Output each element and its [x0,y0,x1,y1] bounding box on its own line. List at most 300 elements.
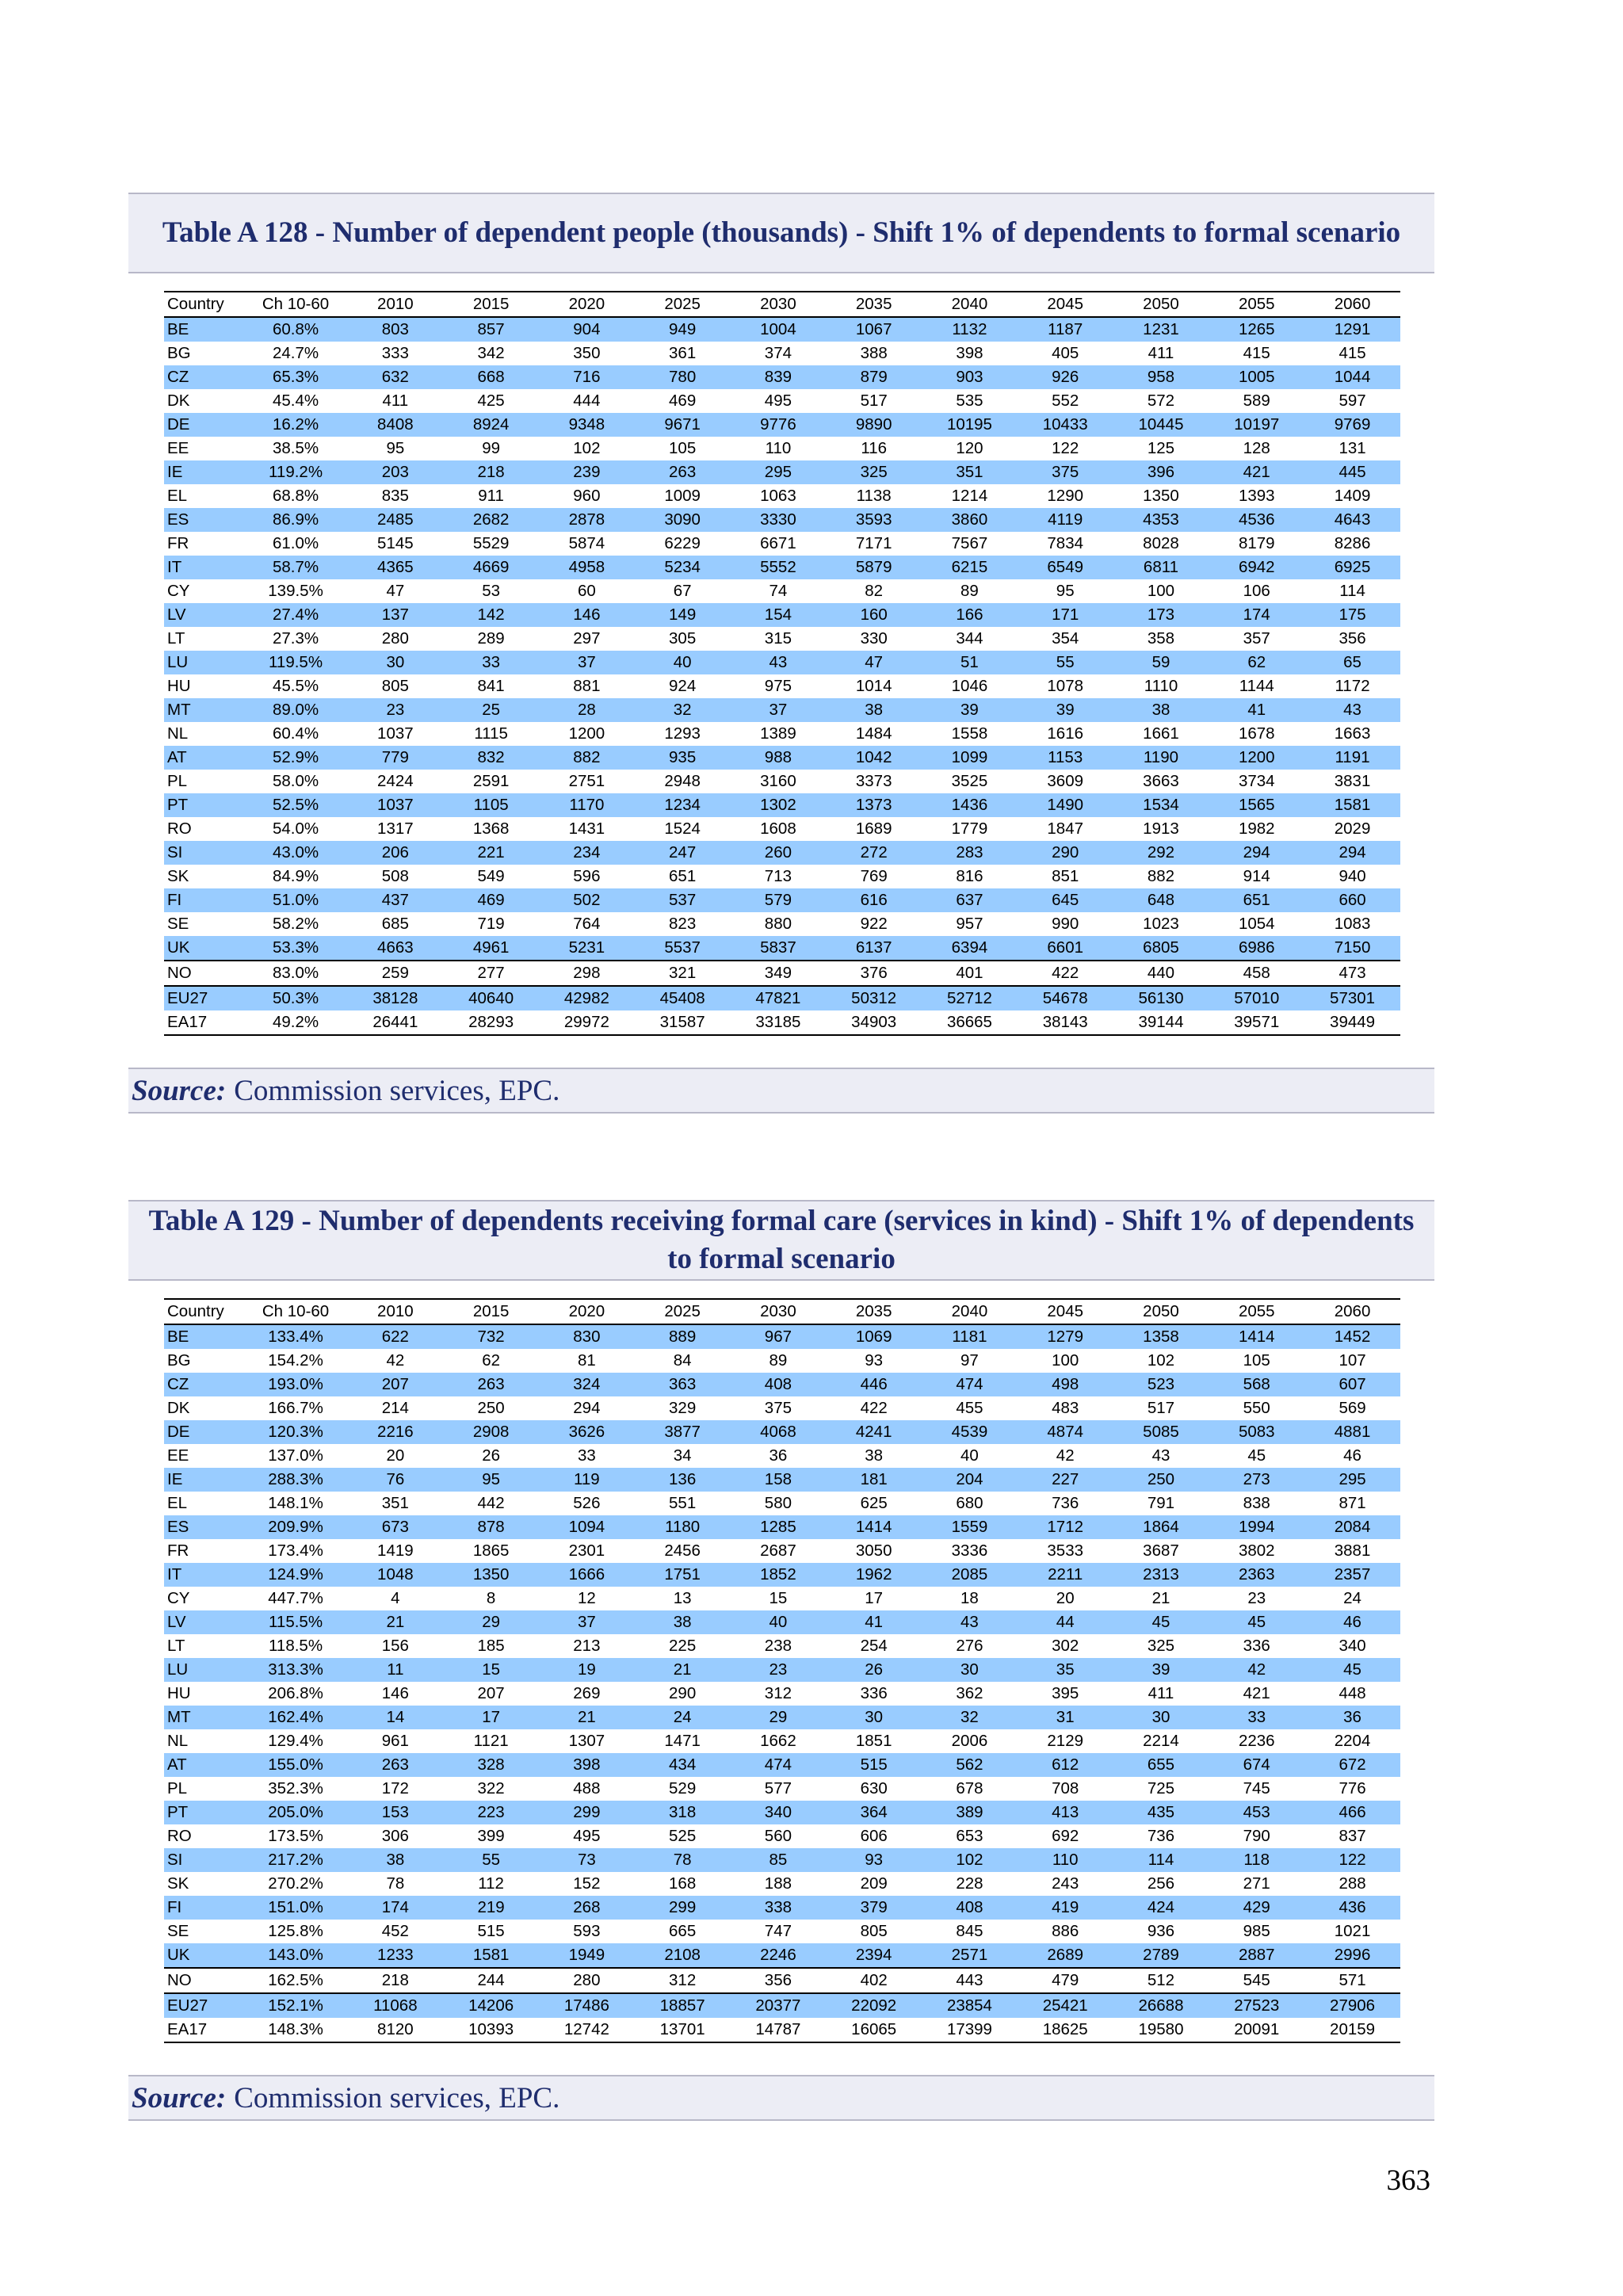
table-cell: 36 [769,1446,788,1465]
country-cell: RO [167,819,192,838]
column-header: 2045 [1018,1299,1113,1324]
table-cell: 125.8% [268,1922,323,1940]
table-cell: 25 [443,698,539,722]
table-cell: 660 [1304,888,1400,912]
table-cell: 39 [1018,698,1113,722]
country-cell: EE [167,1446,189,1465]
table-cell: 295 [731,460,827,484]
table-cell: 13701 [635,2018,731,2042]
table-cell: 45 [1247,1446,1266,1465]
table-row [164,1943,1400,1968]
table-cell: 2216 [347,1420,443,1444]
country-cell: UK [164,1943,244,1968]
table-cell: 26441 [347,1010,443,1035]
table-cell: 175 [1304,603,1400,627]
table-cell: 43 [1304,698,1400,722]
table-cell: 57301 [1304,986,1400,1010]
table-cell: 152.1% [244,1993,348,2018]
table-cell: 18857 [635,1993,731,2018]
table-cell: 580 [764,1494,792,1512]
table-cell: 668 [443,365,539,389]
table-cell: 120 [956,439,983,457]
table-cell: 1350 [443,1563,539,1587]
table-cell: 162.5% [244,1968,348,1993]
table-cell: 515 [477,1922,505,1940]
table-cell: 115.5% [244,1610,348,1634]
table-cell: 2485 [347,508,443,532]
table-cell: 38 [635,1610,731,1634]
table-cell: 1471 [664,1732,701,1750]
table-cell: 50312 [826,986,922,1010]
table-cell: 40640 [443,986,539,1010]
source-label: Source: [132,2081,227,2115]
table-cell: 1004 [731,317,827,342]
table-row [164,986,1400,1010]
table-cell: 29 [731,1706,827,1729]
table-cell: 2313 [1113,1563,1209,1587]
table-cell: 34903 [826,1010,922,1035]
country-cell: LU [164,1658,244,1682]
table-row [164,1993,1400,2018]
table-cell: 1083 [1334,915,1371,933]
country-cell: DK [167,392,190,410]
table-cell: 517 [860,392,888,410]
table-cell: 375 [764,1399,792,1417]
table-cell: 29972 [539,1010,635,1035]
table-cell: 247 [635,841,731,865]
table-cell: 988 [731,746,827,770]
table-cell: 173.5% [268,1827,323,1845]
table-cell: 1581 [1304,793,1400,817]
table-cell: 1285 [731,1515,827,1539]
table-cell: 24 [635,1706,731,1729]
table-cell: 65.3% [244,365,348,389]
table-row [164,2018,1400,2042]
table-cell: 35 [1018,1658,1113,1682]
table-cell: 44 [1018,1610,1113,1634]
table-cell: 1558 [951,724,988,743]
table-row [164,888,1400,912]
table-cell: 318 [635,1801,731,1824]
country-cell: EU27 [164,1993,244,2018]
table-cell: 1490 [1018,793,1113,817]
table-cell: 2571 [922,1943,1018,1968]
table-cell: 5145 [377,534,414,552]
table-cell: 76 [347,1468,443,1492]
table-cell: 651 [669,867,697,885]
country-cell: MT [164,698,244,722]
table-cell: 841 [477,677,505,695]
table-cell: 26 [826,1658,922,1682]
table-cell: 2236 [1238,1732,1275,1750]
table-cell: 40 [731,1610,827,1634]
table-row [164,1515,1400,1539]
table-cell: 425 [477,392,505,410]
table-cell: 1409 [1334,487,1371,505]
table-cell: 214 [381,1399,409,1417]
column-header: 2040 [922,1299,1018,1324]
table-row [164,722,1400,746]
table-cell: 903 [922,365,1018,389]
table-cell: 1581 [443,1943,539,1968]
table-cell: 97 [960,1351,979,1370]
table-row [164,556,1400,579]
table-cell: 268 [539,1896,635,1920]
table-cell: 1046 [951,677,988,695]
table-cell: 322 [477,1779,505,1797]
table-cell: 1414 [1209,1324,1304,1349]
table-cell: 31587 [635,1010,731,1035]
table-cell: 38 [826,698,922,722]
table-cell: 665 [669,1922,697,1940]
table-cell: 488 [573,1779,601,1797]
table-row [164,1682,1400,1706]
table-cell: 419 [1018,1896,1113,1920]
table-cell: 886 [1052,1922,1079,1940]
table-cell: 250 [1113,1468,1209,1492]
table-cell: 408 [731,1373,827,1396]
table-cell: 19580 [1113,2018,1209,2042]
table-cell: 32 [635,698,731,722]
table-cell: 116 [861,439,888,457]
table-cell: 1847 [1047,819,1084,838]
table-row [164,1610,1400,1634]
table-cell: 205.0% [244,1801,348,1824]
table-cell: 174 [347,1896,443,1920]
table-cell: 616 [826,888,922,912]
column-header: 2050 [1113,1299,1209,1324]
table-cell: 14 [347,1706,443,1729]
table-cell: 294 [573,1399,601,1417]
table-cell: 93 [865,1351,884,1370]
table-cell: 4663 [347,936,443,961]
table-cell: 356 [731,1968,827,1993]
table-cell: 837 [1338,1827,1366,1845]
country-cell: SI [164,1848,244,1872]
table-cell: 299 [539,1801,635,1824]
table-cell: 3533 [1047,1541,1084,1560]
table-cell: 402 [826,1968,922,1993]
table-cell: 361 [669,344,697,362]
table-cell: 769 [860,867,888,885]
table-cell: 1663 [1334,724,1371,743]
table-cell: 289 [477,629,505,648]
table-cell: 4536 [1209,508,1304,532]
table-cell: 4119 [1018,508,1113,532]
table-cell: 1187 [1018,317,1113,342]
table-cell: 4874 [1018,1420,1113,1444]
table-cell: 20159 [1304,2018,1400,2042]
table-cell: 1864 [1113,1515,1209,1539]
table-cell: 37 [539,651,635,674]
table-cell: 719 [477,915,505,933]
table-cell: 2591 [472,772,510,790]
table-cell: 15 [769,1589,788,1607]
table-cell: 209.9% [244,1515,348,1539]
table-row [164,1396,1400,1420]
table-cell: 1115 [474,724,508,743]
country-cell: CZ [164,365,244,389]
table-cell: 146 [539,603,635,627]
table-cell: 38128 [347,986,443,1010]
table-cell: 1132 [922,317,1018,342]
table-cell: 172 [381,1779,409,1797]
table-cell: 45 [1113,1610,1209,1634]
table-cell: 139.5% [268,582,323,600]
table-cell: 56130 [1113,986,1209,1010]
table-cell: 835 [381,487,409,505]
table-cell: 203 [347,460,443,484]
table-cell: 692 [1052,1827,1079,1845]
table-cell: 259 [347,961,443,986]
table-cell: 290 [1018,841,1113,865]
table-cell: 225 [669,1637,697,1655]
country-cell: SE [167,915,189,933]
table-cell: 569 [1338,1399,1366,1417]
table-cell: 263 [443,1373,539,1396]
table-cell: 879 [826,365,922,389]
table-cell: 38 [347,1848,443,1872]
table-cell: 54678 [1018,986,1113,1010]
column-header: 2030 [731,1299,827,1324]
table-cell: 188 [764,1874,792,1893]
table-cell: 3831 [1334,772,1371,790]
table-cell: 82 [865,582,884,600]
table-cell: 1023 [1143,915,1179,933]
table-cell: 529 [669,1779,697,1797]
table-cell: 120.3% [244,1420,348,1444]
table-cell: 143.0% [244,1943,348,1968]
table-cell: 351 [381,1494,409,1512]
table-cell: 124.9% [244,1563,348,1587]
table-cell: 1291 [1304,317,1400,342]
table-cell: 43 [922,1610,1018,1634]
table-cell: 655 [1113,1753,1209,1777]
table-cell: 10445 [1113,413,1209,437]
table-cell: 31 [1018,1706,1113,1729]
table-cell: 2908 [443,1420,539,1444]
table-cell: 110 [765,439,792,457]
table-cell: 223 [443,1801,539,1824]
table-row [164,1539,1400,1563]
table-cell: 1105 [443,793,539,817]
table-cell: 914 [1243,867,1270,885]
table-cell: 89 [960,582,979,600]
country-cell: SE [167,1922,189,1940]
table-cell: 845 [956,1922,983,1940]
table-cell: 3373 [855,772,892,790]
table-cell: 967 [731,1324,827,1349]
table-cell: 2108 [635,1943,731,1968]
table-row [164,1420,1400,1444]
table-row [164,1801,1400,1824]
table-cell: 315 [764,629,792,648]
table-cell: 926 [1018,365,1113,389]
source-text: Commission services, EPC. [234,2081,560,2115]
table-cell: 20091 [1209,2018,1304,2042]
table-cell: 803 [347,317,443,342]
table-cell: 45408 [635,986,731,1010]
table-cell: 3802 [1238,1541,1275,1560]
table-cell: 458 [1209,961,1304,986]
table-cell: 398 [539,1753,635,1777]
table-cell: 45.5% [272,677,319,695]
table-cell: 105 [1243,1351,1270,1370]
table-row [164,603,1400,627]
table-cell: 1368 [472,819,510,838]
page-number: 363 [1386,2164,1430,2197]
table-cell: 924 [669,677,697,695]
table-cell: 1393 [1238,487,1275,505]
table-cell: 444 [573,392,601,410]
table-cell: 593 [573,1922,601,1940]
column-header: 2055 [1209,292,1304,317]
country-cell: AT [164,1753,244,1777]
table-cell: 100 [1147,582,1175,600]
table-cell: 957 [956,915,983,933]
table-cell: 9890 [826,413,922,437]
table-cell: 84 [673,1351,692,1370]
table-cell: 2211 [1018,1563,1113,1587]
table-cell: 1452 [1304,1324,1400,1349]
table-cell: 33 [1209,1706,1304,1729]
table-cell: 40 [635,651,731,674]
table-cell: 523 [1113,1373,1209,1396]
table-cell: 9769 [1304,413,1400,437]
table-cell: 960 [573,487,601,505]
data-table [164,1298,1400,2043]
table-cell: 155.0% [244,1753,348,1777]
table-cell: 206 [347,841,443,865]
country-cell: EA17 [164,2018,244,2042]
table-row [164,365,1400,389]
table-a128-block [128,193,1434,1114]
table-cell: 630 [860,1779,888,1797]
table-cell: 839 [731,365,827,389]
table-cell: 680 [956,1494,983,1512]
country-cell: EL [167,487,188,505]
table-cell: 435 [1113,1801,1209,1824]
table-cell: 60 [577,582,596,600]
table-row [164,317,1400,342]
table-cell: 263 [347,1753,443,1777]
table-cell: 312 [635,1968,731,1993]
table-cell: 254 [860,1637,888,1655]
table-cell: 1069 [826,1324,922,1349]
table-cell: 312 [764,1684,792,1702]
country-cell: EE [167,439,189,457]
table-cell: 53 [482,582,501,600]
table-cell: 1484 [855,724,892,743]
table-cell: 338 [731,1896,827,1920]
table-cell: 708 [1052,1779,1079,1797]
header-row [164,1299,1400,1324]
table-cell: 508 [381,867,409,885]
table-row [164,698,1400,722]
table-cell: 648 [1113,888,1209,912]
table-cell: 302 [1052,1637,1079,1655]
table-cell: 1913 [1143,819,1179,838]
table-cell: 434 [635,1753,731,1777]
table-cell: 830 [539,1324,635,1349]
table-cell: 4353 [1113,508,1209,532]
table-cell: 344 [956,629,983,648]
table-cell: 21 [635,1658,731,1682]
table-cell: 74 [769,582,788,600]
table-cell: 351 [922,460,1018,484]
table-cell: 408 [922,1896,1018,1920]
table-cell: 136 [635,1468,731,1492]
table-cell: 153 [347,1801,443,1824]
table-cell: 1153 [1018,746,1113,770]
table-cell: 234 [539,841,635,865]
table-cell: 142 [443,603,539,627]
country-cell: LV [164,1610,244,1634]
table-cell: 30 [347,651,443,674]
column-header: 2025 [635,1299,731,1324]
table-cell: 47821 [731,986,827,1010]
table-cell: 1661 [1143,724,1179,743]
table-cell: 411 [1148,1684,1174,1702]
column-header: Ch 10-60 [244,1299,348,1324]
table-cell: 474 [922,1373,1018,1396]
table-cell: 83.0% [244,961,348,986]
table-cell: 878 [443,1515,539,1539]
table-cell: 816 [956,867,983,885]
table-cell: 512 [1113,1968,1209,1993]
table-cell: 23 [1247,1589,1266,1607]
table-cell: 58.0% [272,772,319,790]
table-cell: 65 [1304,651,1400,674]
table-cell: 1689 [855,819,892,838]
table-cell: 571 [1304,1968,1400,1993]
table-cell: 882 [539,746,635,770]
table-cell: 39449 [1304,1010,1400,1035]
table-cell: 114 [1339,582,1365,600]
table-cell: 857 [443,317,539,342]
table-cell: 5874 [568,534,605,552]
table-cell: 173.4% [268,1541,323,1560]
table-cell: 1180 [635,1515,731,1539]
table-cell: 228 [956,1874,983,1893]
table-cell: 21 [1151,1589,1170,1607]
table-cell: 452 [381,1922,409,1940]
table-cell: 5879 [826,556,922,579]
table-row [164,1563,1400,1587]
table-row [164,912,1400,936]
table-cell: 5085 [1113,1420,1209,1444]
table-row [164,1729,1400,1753]
table-cell: 29 [443,1610,539,1634]
table-cell: 27906 [1304,1993,1400,2018]
table-cell: 4068 [731,1420,827,1444]
table-cell: 881 [573,677,601,695]
table-cell: 851 [1052,867,1079,885]
table-cell: 260 [731,841,827,865]
table-cell: 57010 [1209,986,1304,1010]
table-cell: 33185 [731,1010,827,1035]
column-header: 2045 [1018,292,1113,317]
table-cell: 2214 [1143,1732,1179,1750]
table-cell: 447.7% [268,1589,323,1607]
table-cell: 328 [443,1753,539,1777]
country-cell: ES [164,508,244,532]
table-cell: 52.9% [244,746,348,770]
table-row [164,1872,1400,1896]
table-cell: 148.3% [244,2018,348,2042]
table-cell: 313.3% [244,1658,348,1682]
table-cell: 1678 [1238,724,1275,743]
